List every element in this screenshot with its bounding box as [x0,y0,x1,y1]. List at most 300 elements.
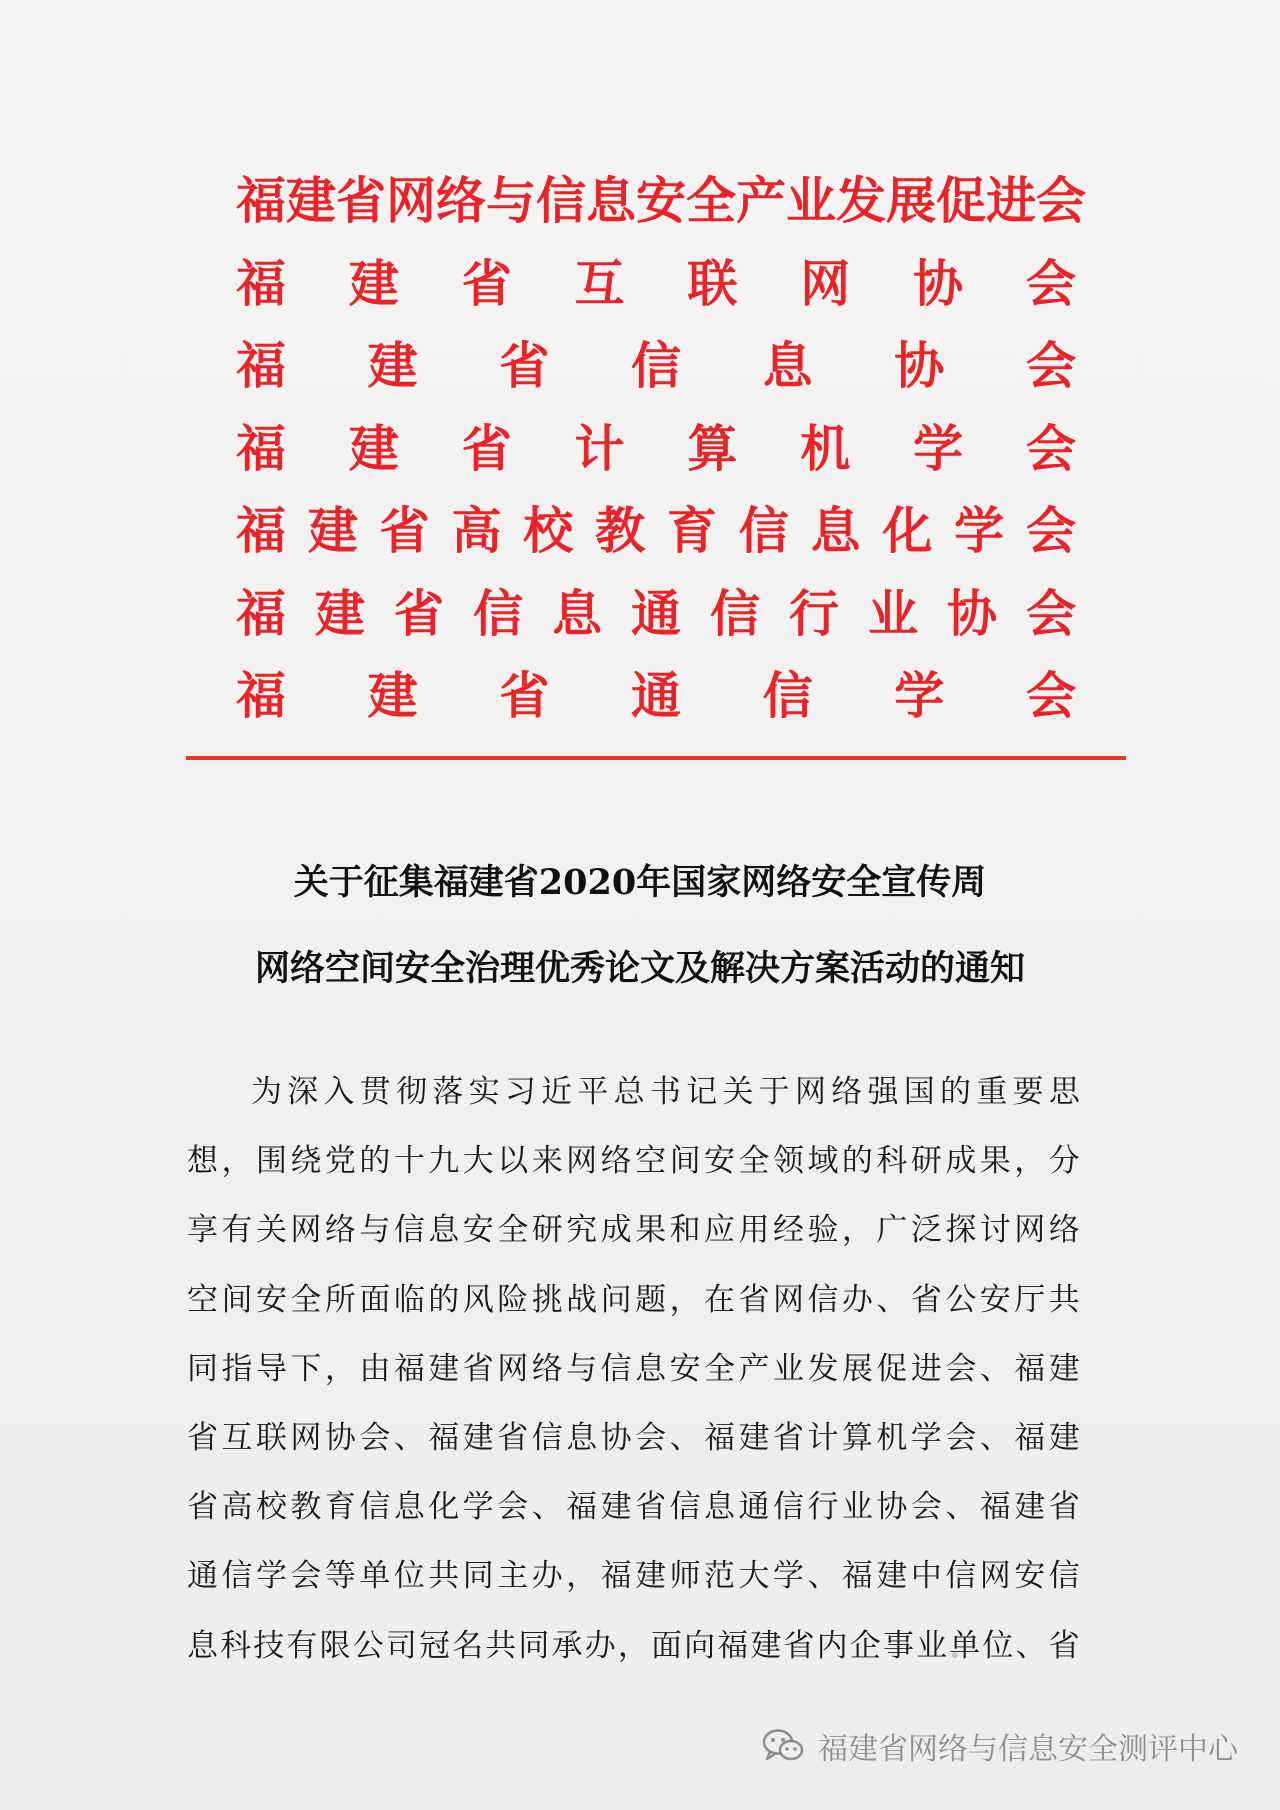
body-char: 会 [945,1419,977,1456]
body-char: 风 [462,1281,494,1318]
body-char: 协 [324,1419,356,1456]
org-char: 福 [236,337,286,395]
body-char: 网 [1014,1212,1046,1249]
org-char: 福 [236,254,286,313]
body-paragraph [187,1058,1080,1681]
body-char: 域 [807,1143,839,1180]
body-char: 省 [1048,1627,1080,1664]
body-char: 空 [635,1143,667,1180]
body-char: 育 [324,1489,356,1526]
body-char: 协 [600,1419,632,1456]
org-char: 省 [461,419,512,478]
body-line [187,1404,1080,1473]
body-char: 网 [794,1074,826,1110]
org-char: 网 [386,172,436,230]
body-char: 关 [722,1074,754,1110]
org-char: 业 [868,584,918,643]
title-line-1: 关于征集福建省2020年国家网络安全宣传周 [293,862,987,903]
body-char: 建 [750,1627,782,1664]
body-char: 学 [462,1489,494,1526]
body-char: 全 [497,1212,529,1249]
body-char: 计 [807,1419,839,1456]
body-char: 研 [531,1212,563,1249]
body-char: 记 [686,1074,718,1110]
org-char: 会 [1025,337,1076,395]
body-char: 同 [462,1558,494,1595]
body-char: 的 [359,1143,391,1180]
body-char: 福 [600,1558,632,1595]
org-char: 机 [800,419,851,478]
body-char: 息 [635,1350,667,1387]
body-char: 题 [635,1281,667,1318]
body-char: 实 [468,1074,500,1110]
org-char: 协 [894,337,945,395]
body-char: 办 [584,1627,616,1664]
body-char: 经 [772,1212,804,1249]
body-char: 网 [290,1212,322,1249]
body-char: 信 [600,1350,632,1387]
body-char: 总 [613,1074,645,1110]
org-char: 校 [523,502,574,560]
org-char: 联 [687,254,738,313]
body-char: 司 [385,1627,417,1664]
body-char: 学 [910,1419,942,1456]
body-char: 安 [1014,1558,1046,1595]
body-char: 信 [531,1419,563,1456]
body-char: 、 [945,1489,977,1526]
body-char: 安 [462,1212,494,1249]
issuing-organizations [236,168,1086,746]
body-char: 下 [290,1350,322,1387]
body-char: 中 [910,1558,942,1595]
body-char: 、 [979,1419,1011,1456]
body-char: 绕 [290,1143,322,1180]
org-char: 会 [1026,584,1076,643]
body-char: 技 [253,1627,285,1664]
org-char: 会 [1025,254,1076,313]
body-char: 协 [876,1489,908,1526]
body-char: 建 [1014,1489,1046,1526]
body-char: ， [324,1350,356,1387]
body-char: 安 [669,1350,701,1387]
body-line [187,1335,1080,1404]
body-line [187,1196,1080,1265]
body-char: 十 [393,1143,425,1180]
watermark-text: 福建省网络与信息安全测评中心 [818,1732,1238,1767]
body-char: 学 [255,1558,287,1595]
body-char: 行 [807,1489,839,1526]
org-char: 建 [348,254,399,313]
org-char: 信 [536,172,586,230]
body-char: 发 [807,1350,839,1387]
body-char: 建 [600,1489,632,1526]
body-char: 间 [221,1281,253,1318]
org-char: 产 [736,172,786,230]
body-char: 在 [704,1281,736,1318]
body-char: 信 [945,1558,977,1595]
body-char: 、 [807,1558,839,1595]
body-char: 建 [876,1558,908,1595]
org-char: 算 [687,419,738,478]
org-char: 省 [379,502,430,560]
body-char: 安 [255,1281,287,1318]
body-char: 单 [359,1558,391,1595]
body-char: 省 [187,1419,218,1456]
org-char: 计 [574,419,625,478]
body-char: 与 [359,1212,391,1249]
org-char: 建 [367,667,418,725]
body-char: 福 [1014,1419,1046,1456]
org-line [236,251,1076,334]
body-char: 面 [650,1627,682,1664]
org-char: 建 [307,502,358,560]
body-char: 建 [1048,1419,1080,1456]
org-char: 育 [666,502,717,560]
body-char: 有 [286,1627,318,1664]
body-char: 产 [738,1350,770,1387]
body-char: 全 [738,1143,770,1180]
body-char: 络 [324,1212,356,1249]
body-char: 校 [255,1489,287,1526]
body-char: 大 [738,1558,770,1595]
body-char: 省 [497,1419,529,1456]
body-line [187,1127,1080,1196]
body-char: 科 [876,1143,908,1180]
body-char: 来 [531,1143,563,1180]
org-line [236,333,1076,416]
org-char: 教 [595,502,646,560]
org-char: 协 [947,584,997,643]
body-char: 、 [876,1281,908,1318]
body-char: 战 [566,1281,598,1318]
red-divider-rule [186,756,1126,760]
org-char: 化 [882,502,933,560]
body-char: 省 [910,1281,942,1318]
body-char: 果 [979,1143,1011,1180]
body-char: 间 [669,1143,701,1180]
body-char: 通 [187,1558,218,1595]
body-char: ， [841,1212,873,1249]
body-char: 省 [1048,1489,1080,1526]
org-char: 互 [574,254,625,313]
body-char: 讨 [979,1212,1011,1249]
body-char: 果 [635,1212,667,1249]
body-char: 信 [393,1212,425,1249]
org-char: 福 [236,502,286,560]
org-char: 会 [1036,172,1086,230]
org-char: 促 [936,172,986,230]
body-char: 承 [551,1627,583,1664]
body-char: 会 [910,1489,942,1526]
body-char: 位 [393,1558,425,1595]
org-char: 福 [236,667,286,725]
org-char: 信 [762,667,813,725]
body-char: 究 [566,1212,598,1249]
body-char: 算 [841,1419,873,1456]
body-char: 信 [807,1281,839,1318]
body-char: 福 [841,1558,873,1595]
body-char: 共 [485,1627,517,1664]
org-char: 信 [630,337,681,395]
body-char: 指 [221,1350,253,1387]
body-char: 的 [841,1143,873,1180]
org-char: 会 [1025,419,1076,478]
body-char: 同 [187,1350,218,1387]
body-char: 联 [255,1419,287,1456]
org-char: 网 [800,254,851,313]
body-char: 福 [704,1419,736,1456]
body-char: 信 [772,1489,804,1526]
body-char: 福 [428,1419,460,1456]
body-char: 建 [428,1350,460,1387]
body-char: 验 [807,1212,839,1249]
body-char: 党 [324,1143,356,1180]
org-char: 省 [499,667,550,725]
body-char: 同 [518,1627,550,1664]
body-char: 福 [1014,1350,1046,1387]
org-char: 建 [315,584,365,643]
body-char: 业 [841,1489,873,1526]
org-char: 福 [236,584,286,643]
body-char: 学 [772,1558,804,1595]
body-char: 重 [976,1074,1008,1110]
body-char: 共 [428,1558,460,1595]
body-line [187,1058,1080,1127]
body-char: 分 [1048,1143,1080,1180]
body-char: 临 [393,1281,425,1318]
org-char: 息 [762,337,813,395]
body-char: 主 [497,1558,529,1595]
body-char: 所 [324,1281,356,1318]
body-char: 于 [758,1074,790,1110]
body-char: 、 [531,1489,563,1526]
body-char: 研 [910,1143,942,1180]
body-char: 共 [1048,1281,1080,1318]
body-char: 习 [504,1074,536,1110]
body-char: 关 [255,1212,287,1249]
body-char: 息 [566,1419,598,1456]
body-line [187,1266,1080,1335]
org-char: 与 [486,172,536,230]
body-char: 机 [876,1419,908,1456]
body-char: 导 [255,1350,287,1387]
body-char: 息 [428,1212,460,1249]
body-char: 网 [979,1558,1011,1595]
body-char: 用 [738,1212,770,1249]
body-char: 科 [220,1627,252,1664]
body-char: 互 [221,1419,253,1456]
body-char: 以 [497,1143,529,1180]
body-char: 成 [600,1212,632,1249]
body-char: 事 [882,1627,914,1664]
body-char: 会 [635,1419,667,1456]
body-char: 教 [290,1489,322,1526]
org-char: 信 [738,502,789,560]
body-line [187,1473,1080,1542]
body-char: 网 [290,1419,322,1456]
org-char: 信 [710,584,760,643]
title-line-2: 网络空间安全治理优秀论文及解决方案活动的通知 [254,948,1025,989]
org-char: 业 [786,172,836,230]
body-char: 、 [393,1419,425,1456]
body-char: 有 [221,1212,253,1249]
body-char: 位 [982,1627,1014,1664]
body-char: 为 [251,1074,282,1110]
body-char: 息 [187,1627,218,1664]
body-char: 息 [393,1489,425,1526]
body-char: 成 [945,1143,977,1180]
body-char: 省 [772,1419,804,1456]
body-char: 内 [816,1627,848,1664]
body-char: 向 [684,1627,716,1664]
body-char: 公 [352,1627,384,1664]
body-char: 应 [704,1212,736,1249]
body-char: 单 [949,1627,981,1664]
body-char: 信 [221,1558,253,1595]
body-char: 书 [649,1074,681,1110]
body-char: 通 [738,1489,770,1526]
org-char: 通 [631,584,681,643]
org-line [236,581,1076,664]
body-char: 的 [940,1074,972,1110]
scan-speck [952,1652,958,1658]
body-char: 空 [187,1281,218,1318]
body-char: 安 [704,1143,736,1180]
body-char: 化 [428,1489,460,1526]
body-char: 面 [359,1281,391,1318]
org-char: 协 [913,254,964,313]
body-char: 省 [738,1281,770,1318]
org-char: 会 [1025,502,1076,560]
body-char: 息 [704,1489,736,1526]
body-char: 由 [359,1350,391,1387]
body-char: 和 [669,1212,701,1249]
org-char: 络 [436,172,486,230]
body-char: ， [566,1558,598,1595]
body-char: 九 [428,1143,460,1180]
body-char: 省 [783,1627,815,1664]
org-char: 省 [499,337,550,395]
body-char: ， [1014,1143,1046,1180]
body-char: 福 [393,1350,425,1387]
body-char: 彻 [396,1074,428,1110]
body-char: 省 [187,1489,218,1526]
org-char: 学 [894,667,945,725]
body-char: 广 [876,1212,908,1249]
body-char: 会 [497,1489,529,1526]
body-line [187,1542,1080,1611]
body-char: 福 [979,1489,1011,1526]
body-char: 平 [577,1074,609,1110]
org-line [236,663,1076,746]
body-char: 师 [669,1558,701,1595]
body-char: 入 [323,1074,355,1110]
body-char: 近 [541,1074,573,1110]
body-char: 享 [187,1212,218,1249]
org-char: 安 [636,172,686,230]
body-char: 冠 [418,1627,450,1664]
org-char: 通 [630,667,681,725]
body-char: 会 [359,1419,391,1456]
body-char: 络 [531,1350,563,1387]
org-char: 省 [394,584,444,643]
body-char: 企 [849,1627,881,1664]
body-char: 与 [566,1350,598,1387]
org-char: 行 [789,584,839,643]
body-char: 安 [979,1281,1011,1318]
body-char: 等 [324,1558,356,1595]
body-char: 、 [1015,1627,1047,1664]
org-char: 省 [336,172,386,230]
body-char: 络 [1048,1212,1080,1249]
body-char: 会 [945,1350,977,1387]
org-line [236,168,1086,251]
body-char: 网 [497,1350,529,1387]
body-char: 挑 [531,1281,563,1318]
body-char: 贯 [359,1074,391,1110]
document-title [0,840,1280,1012]
org-char: 学 [913,419,964,478]
body-char: 福 [566,1489,598,1526]
body-line [187,1612,1080,1681]
org-char: 进 [986,172,1036,230]
body-char: 范 [704,1558,736,1595]
watermark [762,1724,1238,1768]
body-char: 展 [841,1350,873,1387]
body-char: 高 [221,1489,253,1526]
body-char: 促 [876,1350,908,1387]
org-char: 展 [886,172,936,230]
org-char: 高 [451,502,502,560]
body-char: 大 [462,1143,494,1180]
body-char: 福 [717,1627,749,1664]
org-char: 信 [473,584,523,643]
body-char: 建 [738,1419,770,1456]
body-char: 办 [841,1281,873,1318]
body-char: 省 [462,1350,494,1387]
org-char: 息 [552,584,602,643]
org-char: 建 [367,337,418,395]
body-char: 公 [945,1281,977,1318]
body-char: ， [617,1627,649,1664]
body-char: 业 [772,1350,804,1387]
org-line [236,416,1076,499]
body-char: 要 [1012,1074,1044,1110]
body-char: 网 [566,1143,598,1180]
body-char: 省 [635,1489,667,1526]
body-char: 信 [359,1489,391,1526]
body-char: 领 [772,1143,804,1180]
org-char: 发 [836,172,886,230]
body-char: 问 [600,1281,632,1318]
body-char: 建 [462,1419,494,1456]
body-char: 强 [867,1074,899,1110]
body-char: 落 [432,1074,464,1110]
org-char: 学 [954,502,1005,560]
org-line [236,498,1076,581]
org-char: 福 [236,172,286,230]
body-char: 信 [1048,1558,1080,1595]
body-char: 限 [319,1627,351,1664]
body-char: 、 [979,1350,1011,1387]
body-char: 网 [772,1281,804,1318]
body-char: 的 [428,1281,460,1318]
body-char: 信 [669,1489,701,1526]
body-char: 探 [945,1212,977,1249]
body-char: 厅 [1014,1281,1046,1318]
body-char: 名 [452,1627,484,1664]
org-char: 息 [810,502,861,560]
